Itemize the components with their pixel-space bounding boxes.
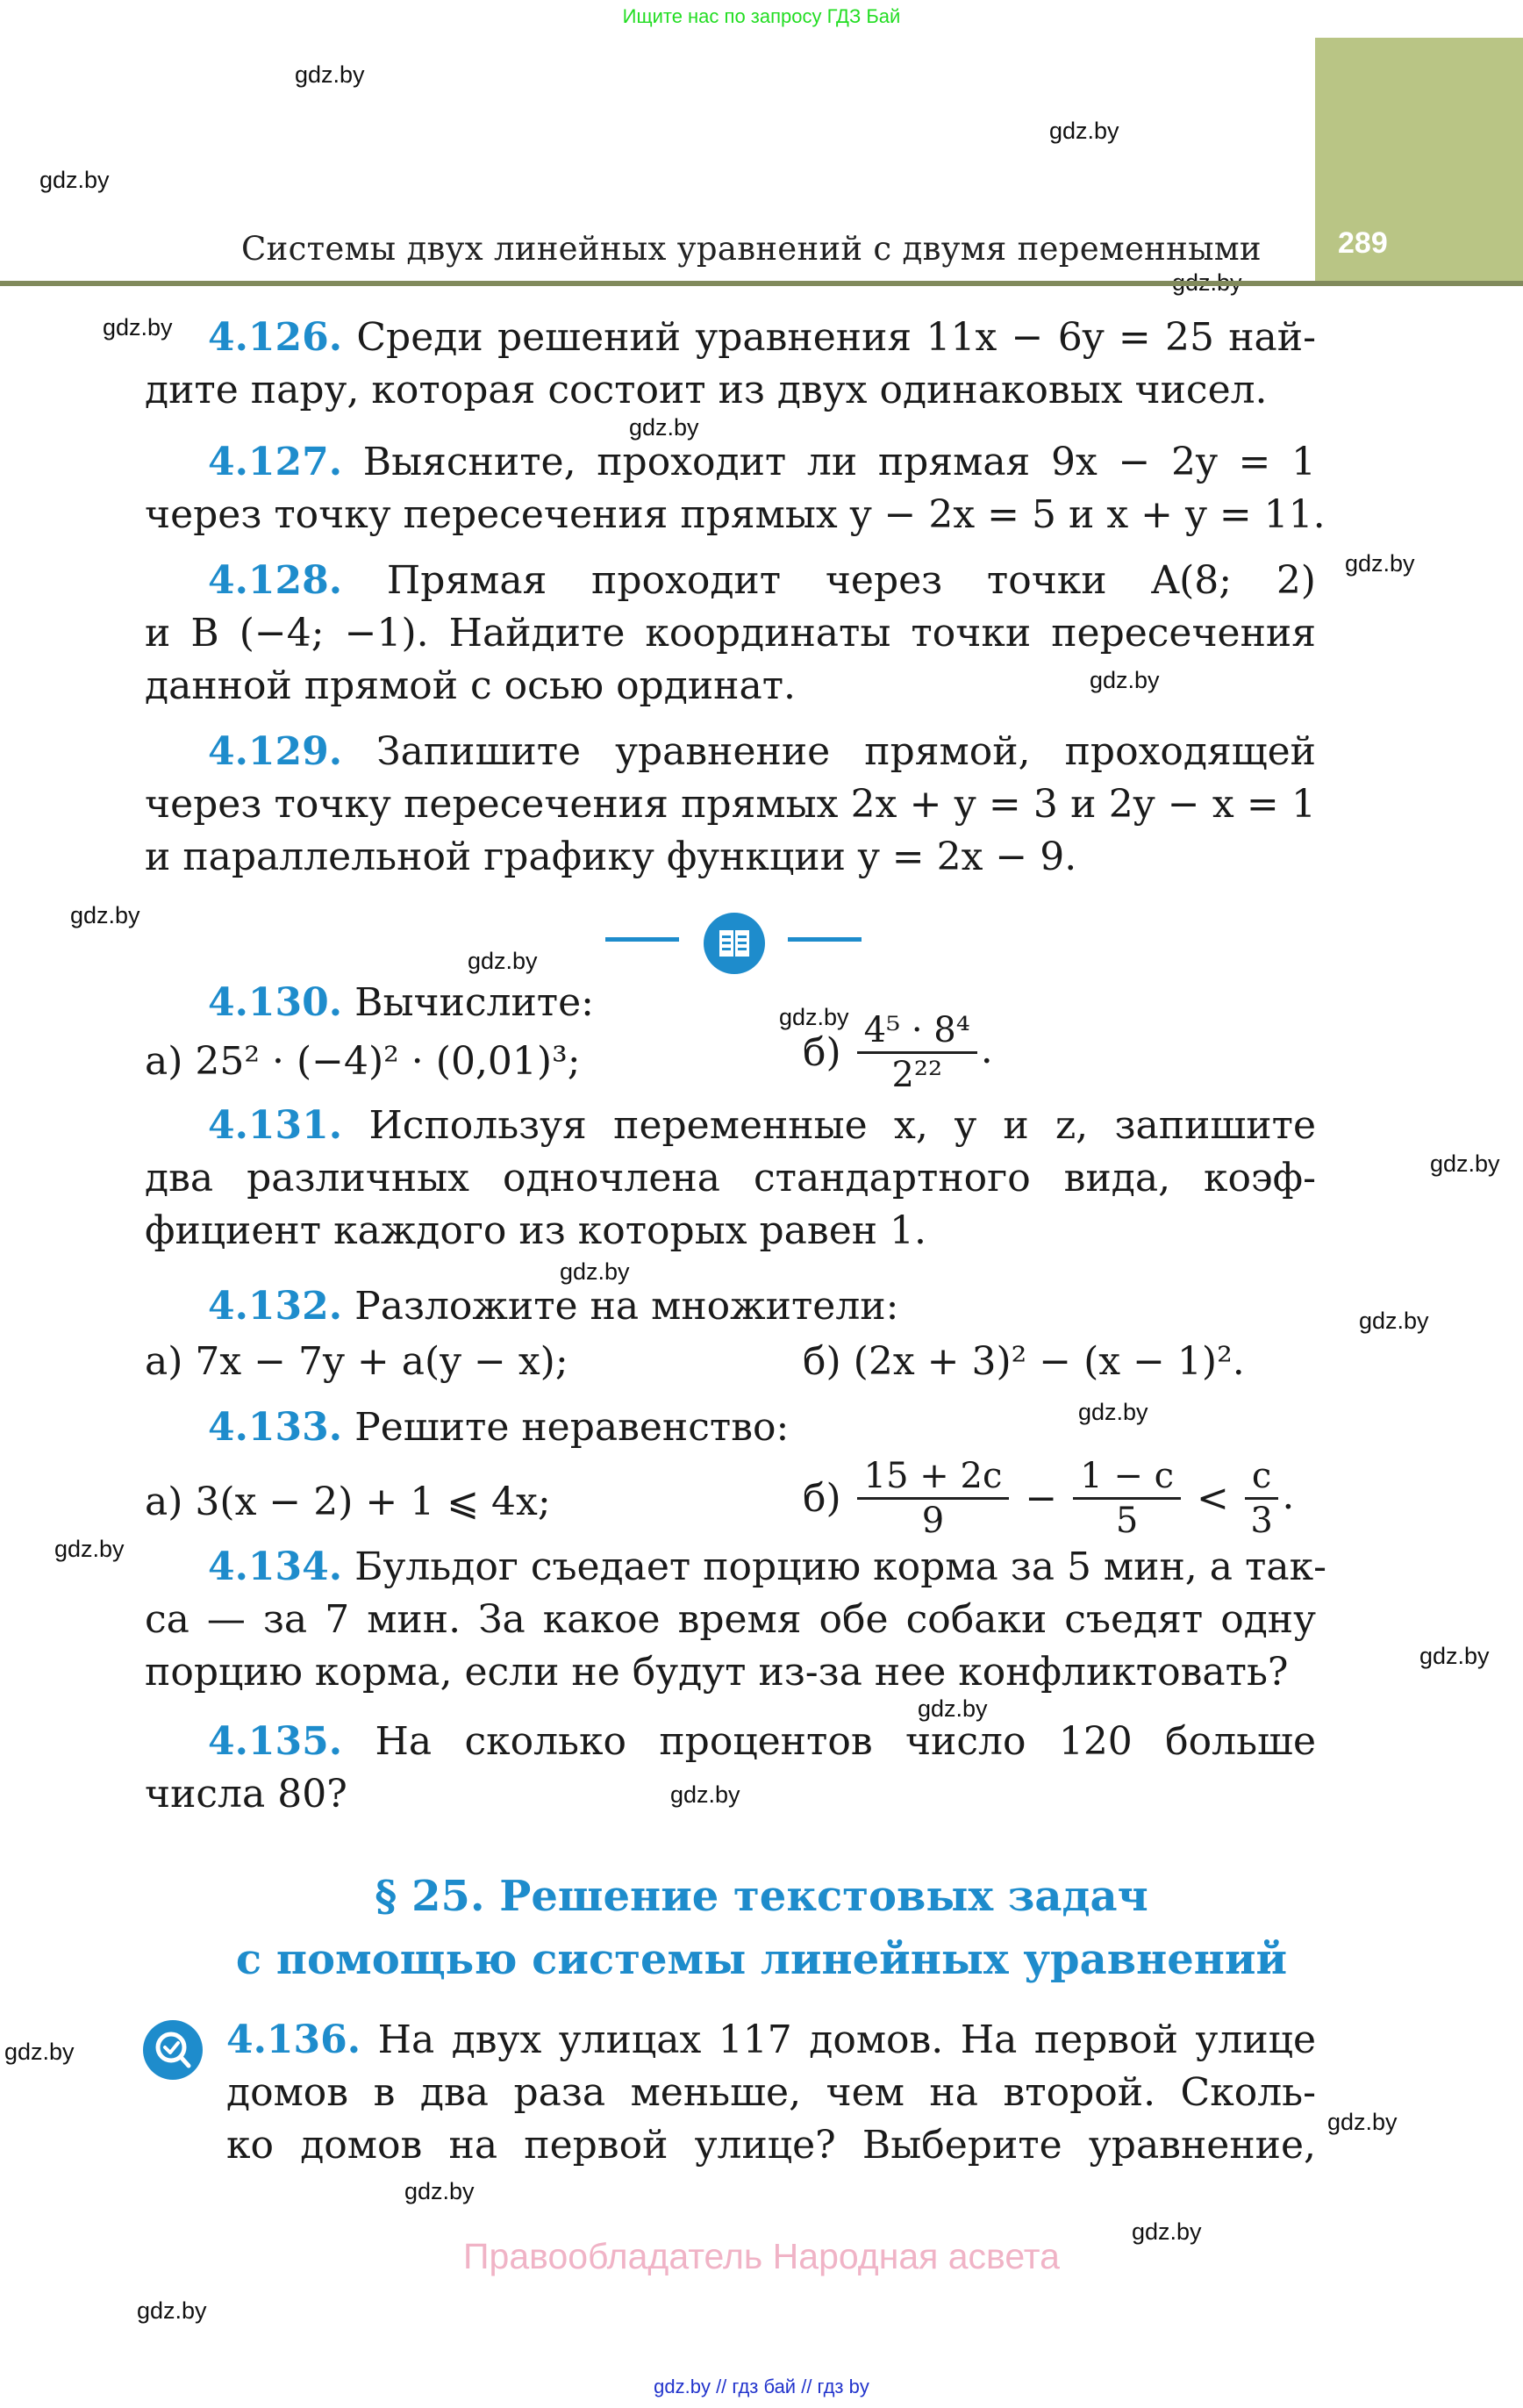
problem-4-126 — [145, 312, 1316, 417]
problem-text: порцию корма, если не будут из-за нее конфликтовать? — [145, 1650, 1289, 1695]
denominator: 2²² — [891, 1055, 942, 1095]
problem-text: и B (−4; −1). Найдите координаты точки пересечения — [145, 611, 1316, 656]
problem-4-131 — [145, 1100, 1316, 1258]
watermark: gdz.by — [1132, 2218, 1202, 2245]
section-divider — [605, 913, 860, 965]
problem-text: На сколько процентов число 120 больше — [375, 1719, 1316, 1764]
problem-4-128 — [145, 555, 1316, 713]
problem-text: два различных одночлена стандартного вида, коэф- — [145, 1156, 1316, 1200]
problem-text: Решите неравенство: — [354, 1405, 790, 1450]
watermark: gdz.by — [103, 314, 173, 340]
problem-text: через точку пересечения прямых 2x + y = 3 и 2y − x = 1 — [145, 782, 1316, 827]
part-label: а) — [145, 1339, 183, 1384]
problem-number: 4.135. — [208, 1719, 343, 1764]
problem-4-134 — [145, 1541, 1326, 1699]
watermark: gdz.by — [1090, 667, 1160, 693]
page-number: 289 — [1338, 226, 1388, 260]
problem-4-129 — [145, 726, 1316, 884]
divider-line — [605, 937, 679, 942]
section-title-line: § 25. Решение текстовых задач — [375, 1872, 1148, 1921]
part-label: а) — [145, 1039, 183, 1084]
problem-number: 4.129. — [208, 729, 343, 774]
watermark: gdz.by — [1327, 2109, 1398, 2135]
watermark: gdz.by — [1049, 118, 1119, 144]
part-label: б) — [803, 1030, 841, 1075]
watermark: gdz.by — [629, 414, 699, 441]
expression: 25² · (−4)² · (0,01)³; — [195, 1039, 581, 1084]
divider-line — [788, 937, 862, 942]
watermark: gdz.by — [404, 2178, 475, 2204]
problem-number: 4.132. — [208, 1284, 343, 1329]
watermark: gdz.by — [779, 1004, 849, 1030]
watermark: gdz.by — [1419, 1643, 1490, 1669]
problem-4-132-part-a — [145, 1336, 568, 1388]
part-label: б) — [803, 1476, 841, 1521]
problem-4-132 — [145, 1280, 1316, 1333]
problem-text: дите пару, которая состоит из двух одинаковых чисел. — [145, 368, 1268, 412]
problem-4-133 — [145, 1401, 1316, 1454]
problem-number: 4.128. — [208, 558, 343, 603]
watermark: gdz.by — [4, 2039, 75, 2065]
problem-4-132-part-b — [803, 1336, 1245, 1388]
section-title — [0, 1865, 1523, 1991]
operator: − — [1025, 1476, 1058, 1521]
problem-text: числа 80? — [145, 1772, 347, 1817]
operator: < — [1197, 1476, 1229, 1521]
problem-text: Прямая проходит через точки A(8; 2) — [386, 558, 1316, 603]
expression: 7x − 7y + a(y − x); — [195, 1339, 568, 1384]
problem-text: данной прямой с осью ординат. — [145, 663, 797, 708]
problem-text: Разложите на множители: — [354, 1284, 899, 1329]
watermark: gdz.by — [468, 948, 538, 974]
fraction — [857, 1009, 977, 1096]
denominator: 3 — [1250, 1501, 1273, 1541]
denominator: 5 — [1115, 1501, 1139, 1541]
problem-text: Бульдог съедает порцию корма за 5 мин, а так- — [354, 1544, 1326, 1589]
problem-number: 4.127. — [208, 440, 343, 484]
problem-4-136 — [226, 2014, 1316, 2172]
magnifier-check-icon — [143, 2020, 203, 2080]
problem-text: са — за 7 мин. За какое время обе собаки съедят одну — [145, 1597, 1316, 1642]
watermark: gdz.by — [54, 1536, 125, 1562]
problem-text: На двух улицах 117 домов. На первой улице — [377, 2017, 1316, 2062]
fraction — [1245, 1455, 1278, 1542]
numerator: 15 + 2c — [857, 1455, 1010, 1500]
watermark: gdz.by — [137, 2297, 207, 2324]
problem-number: 4.133. — [208, 1405, 343, 1450]
problem-text: Среди решений уравнения 11x − 6y = 25 най- — [356, 315, 1316, 360]
problem-number: 4.136. — [226, 2017, 361, 2062]
section-title-line: с помощью системы линейных уравнений — [235, 1935, 1288, 1984]
problem-4-133-part-a — [145, 1476, 551, 1529]
problem-number: 4.130. — [208, 980, 343, 1025]
watermark: gdz.by — [1430, 1150, 1500, 1177]
numerator: c — [1245, 1455, 1278, 1500]
problem-number: 4.134. — [208, 1544, 343, 1589]
problem-text: домов в два раза меньше, чем на второй. Сколь- — [226, 2070, 1316, 2115]
problem-text: фициент каждого из которых равен 1. — [145, 1208, 927, 1253]
problem-text: Используя переменные x, y и z, запишите — [368, 1103, 1316, 1148]
watermark: gdz.by — [70, 902, 140, 928]
watermark: gdz.by — [1078, 1399, 1148, 1425]
problem-4-127 — [145, 436, 1326, 541]
problem-4-133-part-b: б) $\frac{15 + 2c}{9}$ − $\frac{1 - c}{5}$ < $\frac{c}{3}$ . — [803, 1456, 1295, 1541]
denominator: 9 — [921, 1501, 945, 1541]
problem-text: Запишите уравнение прямой, проходящей — [376, 729, 1316, 774]
fraction — [857, 1455, 1010, 1542]
copyright-notice: Правообладатель Народная асвета — [463, 2236, 1060, 2276]
part-label: б) — [803, 1339, 841, 1384]
problem-number: 4.126. — [208, 315, 343, 360]
watermark: gdz.by — [1359, 1308, 1429, 1334]
fraction — [1073, 1455, 1181, 1542]
watermark: gdz.by — [295, 61, 365, 88]
expression: 3(x − 2) + 1 ⩽ 4x; — [195, 1480, 551, 1524]
expression: (2x + 3)² − (x − 1)². — [853, 1339, 1245, 1384]
running-title: Системы двух линейных уравнений с двумя переменными — [241, 230, 1262, 268]
watermark: gdz.by — [918, 1695, 988, 1722]
part-label: а) — [145, 1480, 183, 1524]
watermark: gdz.by — [670, 1781, 740, 1808]
problem-text: Вычислите: — [354, 980, 595, 1025]
header-divider — [0, 281, 1523, 286]
book-icon — [704, 913, 765, 974]
problem-4-130-part-a — [145, 1036, 581, 1088]
problem-text: Выясните, проходит ли прямая 9x − 2y = 1 — [362, 440, 1316, 484]
numerator: 4⁵ · 8⁴ — [857, 1009, 977, 1054]
watermark: gdz.by — [1345, 550, 1415, 577]
problem-text: ко домов на первой улице? Выберите уравнение, — [226, 2123, 1316, 2168]
problem-4-130 — [145, 977, 1316, 1029]
top-banner: Ищите нас по запросу ГДЗ Бай — [622, 5, 901, 27]
footer-links[interactable]: gdz.by // гдз бай // гдз by — [654, 2376, 869, 2397]
problem-4-130-part-b: б) $\frac{\text{4⁵ · 8⁴}}{\text{2²²}}$ . — [803, 1010, 993, 1095]
problem-text: через точку пересечения прямых y − 2x = 5 и x + y = 11. — [145, 492, 1326, 537]
problem-text: и параллельной графику функции y = 2x − 9. — [145, 835, 1077, 879]
problem-number: 4.131. — [208, 1103, 343, 1148]
numerator: 1 − c — [1073, 1455, 1181, 1500]
watermark: gdz.by — [39, 167, 110, 193]
problem-4-135 — [145, 1716, 1316, 1821]
watermark: gdz.by — [560, 1258, 630, 1285]
